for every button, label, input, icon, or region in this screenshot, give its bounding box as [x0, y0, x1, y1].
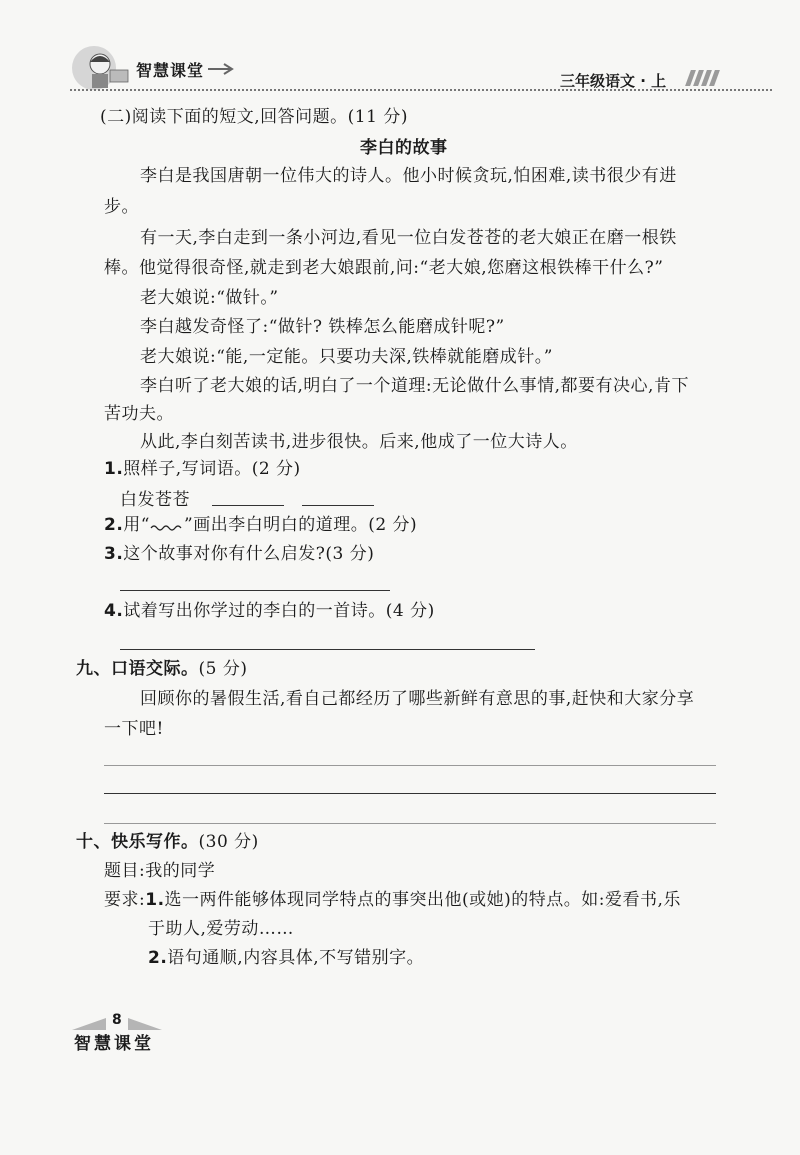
story-title: 李白的故事 — [360, 138, 448, 158]
reading-section-title: (二)阅读下面的短文,回答问题。(11 分) — [100, 107, 408, 127]
story-paragraph: 李白越发奇怪了:“做针? 铁棒怎么能磨成针呢?” — [140, 317, 505, 337]
story-paragraph: 老大娘说:“做针。” — [140, 288, 279, 308]
writing-requirement-2 — [148, 947, 424, 969]
story-paragraph: 李白是我国唐朝一位伟大的诗人。他小时候贪玩,怕困难,读书很少有进 — [140, 166, 677, 186]
question-number: 1. — [104, 459, 124, 479]
writing-requirement-1 — [104, 889, 681, 911]
story-paragraph: 从此,李白刻苦读书,进步很快。后来,他成了一位大诗人。 — [140, 432, 578, 452]
writing-score: (30 分) — [198, 832, 259, 852]
question-text: 这个故事对你有什么启发?(3 分) — [123, 544, 375, 564]
question-text: 照样子,写词语。(2 分) — [123, 459, 301, 479]
q4-answer-blank[interactable] — [120, 649, 535, 650]
requirement-text: 语句通顺,内容具体,不写错别字。 — [167, 948, 425, 968]
story-paragraph: 步。 — [104, 197, 139, 217]
question-2 — [104, 514, 417, 536]
question-number: 4. — [104, 601, 124, 621]
question-text: 试着写出你学过的李白的一首诗。(4 分) — [123, 601, 435, 621]
oral-answer-line[interactable] — [104, 823, 716, 824]
page-number: 8 — [112, 1012, 122, 1028]
requirement-label: 要求: — [104, 890, 146, 910]
oral-prompt-line: 一下吧! — [104, 719, 164, 739]
question-4 — [104, 600, 435, 622]
writing-title: 十、快乐写作。 — [76, 832, 199, 852]
question-3 — [104, 543, 374, 565]
story-paragraph: 有一天,李白走到一条小河边,看见一位白发苍苍的老大娘正在磨一根铁 — [140, 228, 677, 248]
wavy-line-icon — [150, 518, 184, 532]
oral-answer-line[interactable] — [104, 793, 716, 794]
student-mascot-icon — [70, 44, 132, 90]
header-stripes — [684, 70, 720, 86]
story-paragraph: 老大娘说:“能,一定能。只要功夫深,铁棒就能磨成针。” — [140, 347, 553, 367]
oral-title: 九、口语交际。 — [76, 659, 199, 679]
oral-answer-line[interactable] — [104, 765, 716, 766]
footer-brand: 智慧课堂 — [74, 1034, 154, 1054]
question-number: 3. — [104, 544, 124, 564]
q1-example: 白发苍苍 — [120, 490, 190, 510]
q3-answer-blank[interactable] — [120, 590, 390, 591]
question-text-pre: 用“ — [123, 515, 150, 535]
q1-answer-blank[interactable] — [212, 505, 284, 506]
question-text-post: ”画出李白明白的道理。(2 分) — [184, 515, 418, 535]
writing-section-title — [76, 831, 259, 853]
question-1 — [104, 458, 301, 480]
arrow-icon — [208, 62, 238, 76]
header-divider — [70, 89, 772, 91]
oral-prompt-line: 回顾你的暑假生活,看自己都经历了哪些新鲜有意思的事,赶快和大家分享 — [140, 689, 695, 709]
story-paragraph: 李白听了老大娘的话,明白了一个道理:无论做什么事情,都要有决心,肯下 — [140, 376, 689, 396]
question-number: 2. — [104, 515, 124, 535]
header-brand: 智慧课堂 — [136, 61, 205, 80]
oral-section-title — [76, 658, 247, 680]
header — [0, 0, 800, 96]
grade-label: 三年级语文 · 上 — [560, 72, 667, 90]
writing-topic: 题目:我的同学 — [104, 861, 216, 881]
q1-answer-blank[interactable] — [302, 505, 374, 506]
story-paragraph: 棒。他觉得很奇怪,就走到老大娘跟前,问:“老大娘,您磨这根铁棒干什么?” — [104, 258, 664, 278]
requirement-number: 1. — [145, 890, 165, 910]
requirement-text: 选一两件能够体现同学特点的事突出他(或她)的特点。如:爱看书,乐 — [164, 890, 681, 910]
requirement-number: 2. — [148, 948, 168, 968]
writing-requirement-1-cont: 于助人,爱劳动…… — [148, 919, 294, 939]
story-paragraph: 苦功夫。 — [104, 404, 174, 424]
oral-score: (5 分) — [198, 659, 248, 679]
